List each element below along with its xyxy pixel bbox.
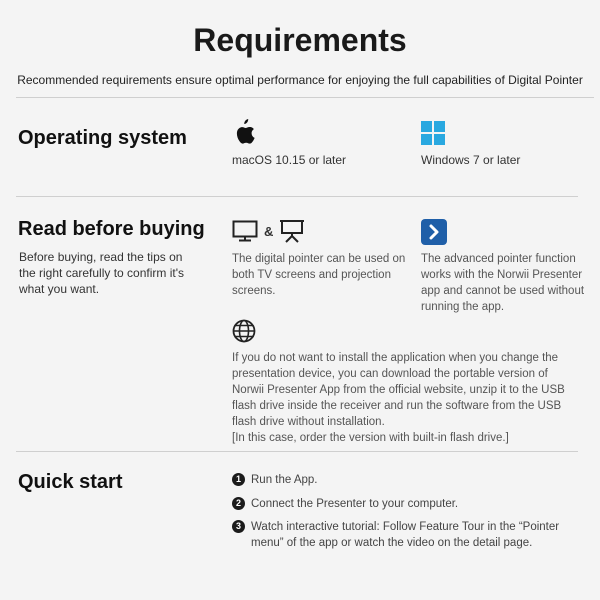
- step-text: Connect the Presenter to your computer.: [251, 498, 459, 510]
- header-divider: [16, 97, 594, 98]
- os-section-title: Operating system: [18, 127, 187, 149]
- tip-portable-body: If you do not want to install the application when you change the presentation device, you can download the portable version of Norwii Presenter App from the official website, unzip it to the USB flash drive inside the receiver and run the software from the USB flash drive without installation.: [232, 352, 565, 428]
- page-subtitle: Recommended requirements ensure optimal performance for enjoying the full capabilities of Digital Pointer: [17, 73, 583, 87]
- step-number-badge: 2: [232, 497, 245, 510]
- mac-requirement: macOS 10.15 or later: [232, 153, 347, 167]
- step-text: Run the App.: [251, 474, 318, 486]
- windows-icon: [421, 121, 445, 150]
- tip-screens-text: The digital pointer can be used on both TV screens and projection screens.: [232, 253, 406, 297]
- read-divider: [16, 451, 578, 452]
- page-title: Requirements: [193, 22, 407, 58]
- ampersand-text: &: [264, 224, 274, 239]
- globe-icon: [232, 319, 256, 348]
- windows-requirement: Windows 7 or later: [421, 153, 521, 167]
- read-intro-text: Before buying, read the tips on the right carefully to confirm it's what you want.: [19, 250, 185, 296]
- read-section-title: Read before buying: [18, 218, 205, 240]
- monitor-icon: [232, 220, 258, 247]
- tip-portable-text: [232, 350, 580, 446]
- step-number-badge: 1: [232, 473, 245, 486]
- tip-portable-note: [In this case, order the version with built-in flash drive.]: [232, 432, 509, 444]
- step-text: Watch interactive tutorial: Follow Feature Tour in the “Pointer menu” of the app or watch the video on the detail page.: [251, 521, 560, 549]
- apple-icon: [232, 118, 256, 151]
- projector-screen-icon: [279, 219, 305, 248]
- os-divider: [16, 196, 578, 197]
- chevron-app-icon: [421, 219, 447, 250]
- step-number-badge: 3: [232, 520, 245, 533]
- tip-app-text: The advanced pointer function works with the Norwii Presenter app and cannot be used without running the app.: [421, 253, 585, 313]
- quick-section-title: Quick start: [18, 471, 123, 493]
